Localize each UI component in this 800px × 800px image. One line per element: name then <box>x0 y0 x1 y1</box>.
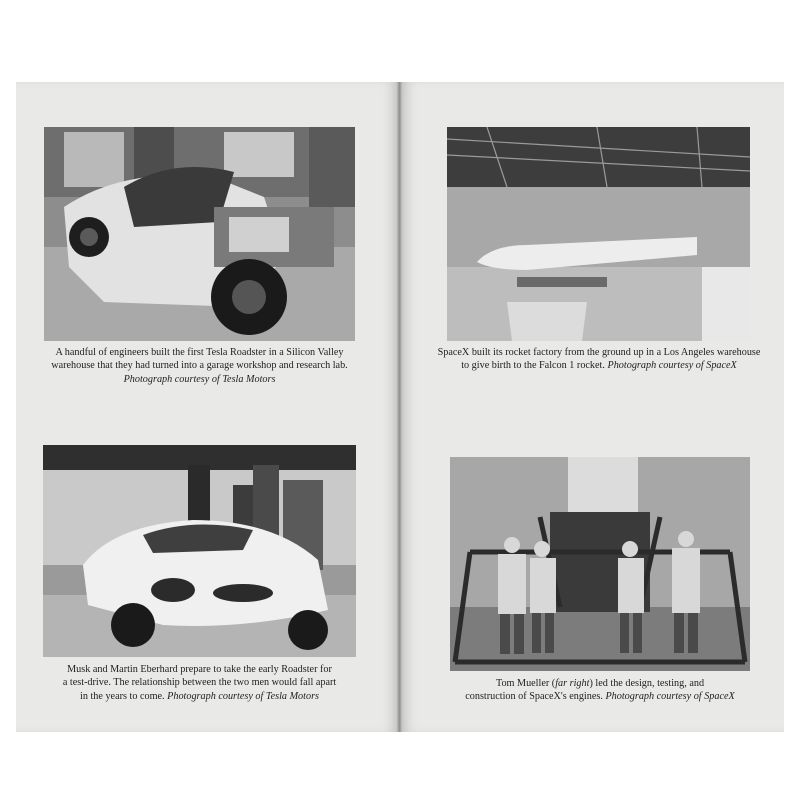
caption-line: SpaceX built its rocket factory from the ground up in a Los Angeles warehouse <box>437 347 761 358</box>
caption-line: to give birth to the Falcon 1 rocket. <box>461 360 608 372</box>
photo-spacex-factory <box>447 127 750 341</box>
photo-tom-mueller-team <box>450 457 750 671</box>
caption-line: a test-drive. The relationship between the two men would fall apart <box>62 677 337 689</box>
photo-musk-eberhard-roadster <box>43 445 356 657</box>
photo-credit: Photograph courtesy of SpaceX <box>607 360 737 372</box>
caption-line: ) led the design, testing, and <box>589 678 705 689</box>
caption-line: warehouse that they had turned into a garage workshop and research lab. <box>51 360 348 372</box>
photo-credit: Photograph courtesy of Tesla Motors <box>167 690 319 702</box>
caption-line: A handful of engineers built the first Tesla Roadster in a Silicon Valley <box>55 347 344 358</box>
caption-roadster-chassis <box>44 346 355 386</box>
caption-emphasis: far right <box>555 678 590 689</box>
photo-credit: Photograph courtesy of Tesla Motors <box>123 373 276 385</box>
caption-tom-mueller <box>430 677 770 704</box>
caption-musk-eberhard <box>43 663 356 703</box>
photo-credit: Photograph courtesy of SpaceX <box>605 691 735 703</box>
caption-line: Musk and Martin Eberhard prepare to take the early Roadster for <box>67 664 332 675</box>
photo-roadster-chassis <box>44 127 355 341</box>
caption-line: construction of SpaceX's engines. <box>465 691 606 703</box>
caption-line: in the years to come. <box>79 690 168 702</box>
caption-line: Tom Mueller ( <box>495 678 556 689</box>
book-gutter <box>397 82 402 732</box>
caption-spacex-factory <box>430 346 768 373</box>
